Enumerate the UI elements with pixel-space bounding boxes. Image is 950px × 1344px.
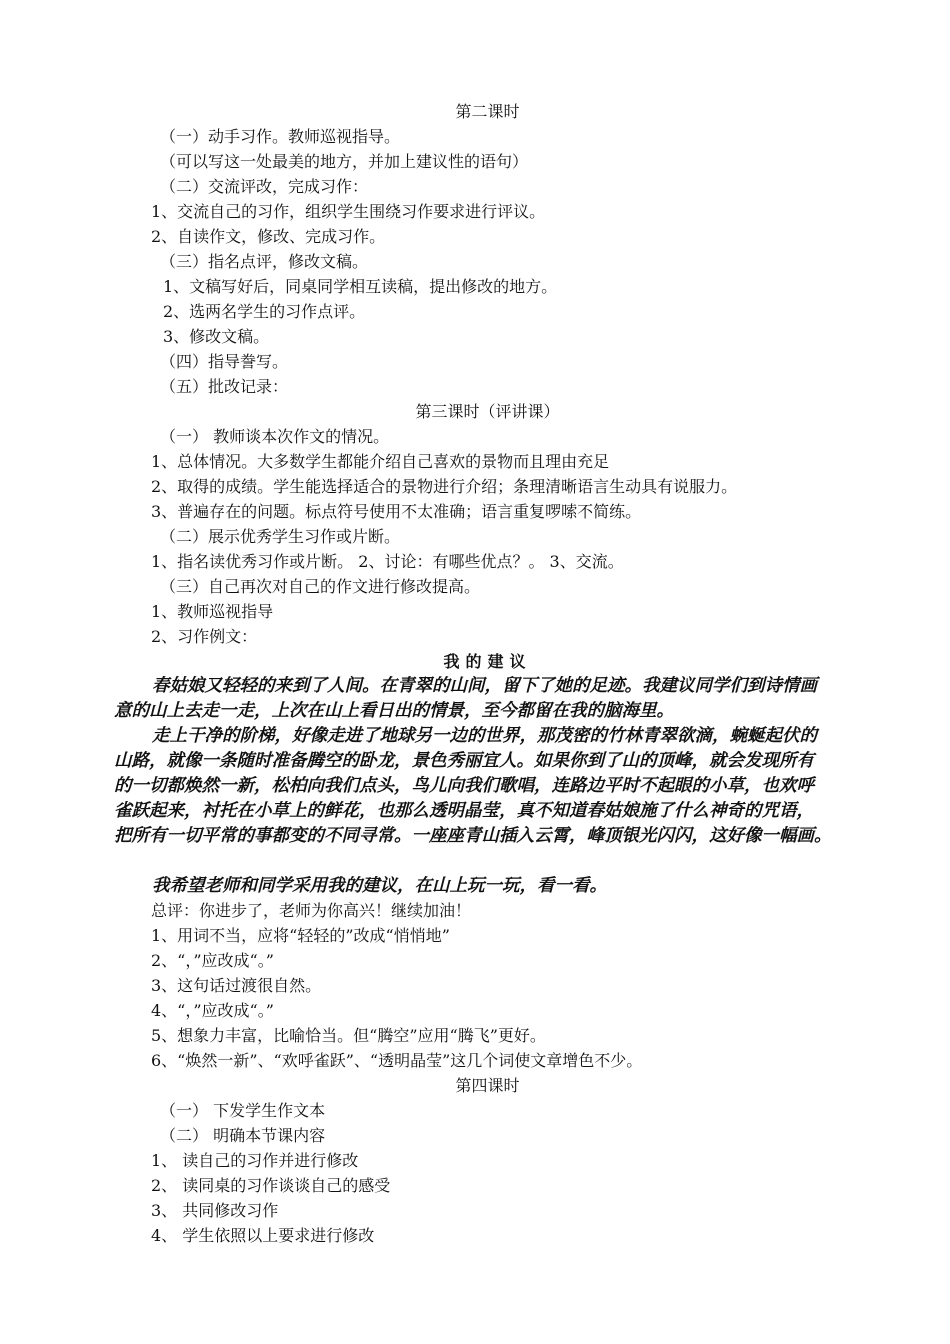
lesson3-line: 1、指名读优秀习作或片断。 2、讨论：有哪些优点？。 3、交流。 bbox=[151, 552, 624, 571]
lesson2-line: （一）动手习作。教师巡视指导。 bbox=[160, 127, 401, 146]
essay-line: 的一切都焕然一新，松柏向我们点头，鸟儿向我们歌唱，连路边平时不起眼的小草，也欢呼 bbox=[114, 776, 814, 796]
lesson4-line: 1、 读自己的习作并进行修改 bbox=[151, 1151, 359, 1170]
lesson2-line: （四）指导誊写。 bbox=[160, 352, 289, 371]
lesson3-line: （一） 教师谈本次作文的情况。 bbox=[160, 427, 390, 446]
essay-line: 意的山上去走一走，上次在山上看日出的情景，至今都留在我的脑海里。 bbox=[114, 701, 674, 721]
review-line: 6、“焕然一新”、“欢呼雀跃”、“透明晶莹”这几个词使文章增色不少。 bbox=[151, 1051, 643, 1070]
lesson3-line: 1、总体情况。大多数学生都能介绍自己喜欢的景物而且理由充足 bbox=[151, 452, 610, 471]
lesson3-line: 3、普遍存在的问题。标点符号使用不太准确；语言重复啰嗦不简练。 bbox=[151, 502, 642, 521]
lesson3-line: 2、取得的成绩。学生能选择适合的景物进行介绍；条理清晰语言生动具有说服力。 bbox=[151, 477, 738, 496]
essay-line: 我希望老师和同学采用我的建议，在山上玩一玩，看一看。 bbox=[152, 876, 607, 896]
lesson3-line: （二）展示优秀学生习作或片断。 bbox=[160, 527, 401, 546]
review-line: 总评：你进步了，老师为你高兴！继续加油！ bbox=[151, 901, 472, 920]
essay-line: 走上干净的阶梯，好像走进了地球另一边的世界，那茂密的竹林青翠欲滴，蜿蜒起伏的 bbox=[152, 726, 817, 746]
essay-line: 春姑娘又轻轻的来到了人间。在青翠的山间，留下了她的足迹。我建议同学们到诗情画 bbox=[152, 676, 817, 696]
lesson2-line: 1、交流自己的习作，组织学生围绕习作要求进行评议。 bbox=[151, 202, 546, 221]
lesson3-line: （三）自己再次对自己的作文进行修改提高。 bbox=[160, 577, 481, 596]
lesson2-line: （二）交流评改，完成习作： bbox=[160, 177, 369, 196]
lesson4-line: 3、 共同修改习作 bbox=[151, 1201, 279, 1220]
lesson3-line: 1、教师巡视指导 bbox=[151, 602, 274, 621]
lesson2-line: （五）批改记录： bbox=[160, 377, 289, 396]
lesson2-line: 2、自读作文，修改、完成习作。 bbox=[151, 227, 386, 246]
essay-line: 雀跃起来，衬托在小草上的鲜花，也那么透明晶莹，真不知道春姑娘施了什么神奇的咒语， bbox=[114, 801, 814, 821]
lesson2-line: 1、文稿写好后，同桌同学相互读稿，提出修改的地方。 bbox=[163, 277, 558, 296]
review-line: 1、用词不当，应将“轻轻的”改成“悄悄地” bbox=[151, 926, 450, 945]
lesson3-title: 第三课时（评讲课） bbox=[415, 402, 560, 421]
lesson2-line: 3、修改文稿。 bbox=[163, 327, 270, 346]
lesson4-line: （一） 下发学生作文本 bbox=[160, 1101, 326, 1120]
essay-line: 把所有一切平常的事都变的不同寻常。一座座青山插入云霄，峰顶银光闪闪，这好像一幅画。 bbox=[114, 826, 832, 846]
review-line: 4、“，”应改成“。” bbox=[151, 1001, 274, 1020]
lesson4-line: 2、 读同桌的习作谈谈自己的感受 bbox=[151, 1176, 391, 1195]
lesson4-line: （二） 明确本节课内容 bbox=[160, 1126, 326, 1145]
lesson4-title: 第四课时 bbox=[455, 1076, 520, 1095]
lesson2-title: 第二课时 bbox=[455, 102, 520, 121]
review-line: 5、想象力丰富，比喻恰当。但“腾空”应用“腾飞”更好。 bbox=[151, 1026, 546, 1045]
essay-line: 山路，就像一条随时准备腾空的卧龙，景色秀丽宜人。如果你到了山的顶峰，就会发现所有 bbox=[114, 751, 814, 771]
review-line: 3、这句话过渡很自然。 bbox=[151, 976, 322, 995]
lesson2-line: （三）指名点评，修改文稿。 bbox=[160, 252, 369, 271]
lesson4-line: 4、 学生依照以上要求进行修改 bbox=[151, 1226, 375, 1245]
essay-title: 我的建议 bbox=[443, 652, 532, 671]
lesson2-line: （可以写这一处最美的地方，并加上建议性的语句） bbox=[160, 152, 529, 171]
lesson2-line: 2、选两名学生的习作点评。 bbox=[163, 302, 366, 321]
review-line: 2、“，”应改成“。” bbox=[151, 951, 274, 970]
lesson3-line: 2、习作例文： bbox=[151, 627, 258, 646]
